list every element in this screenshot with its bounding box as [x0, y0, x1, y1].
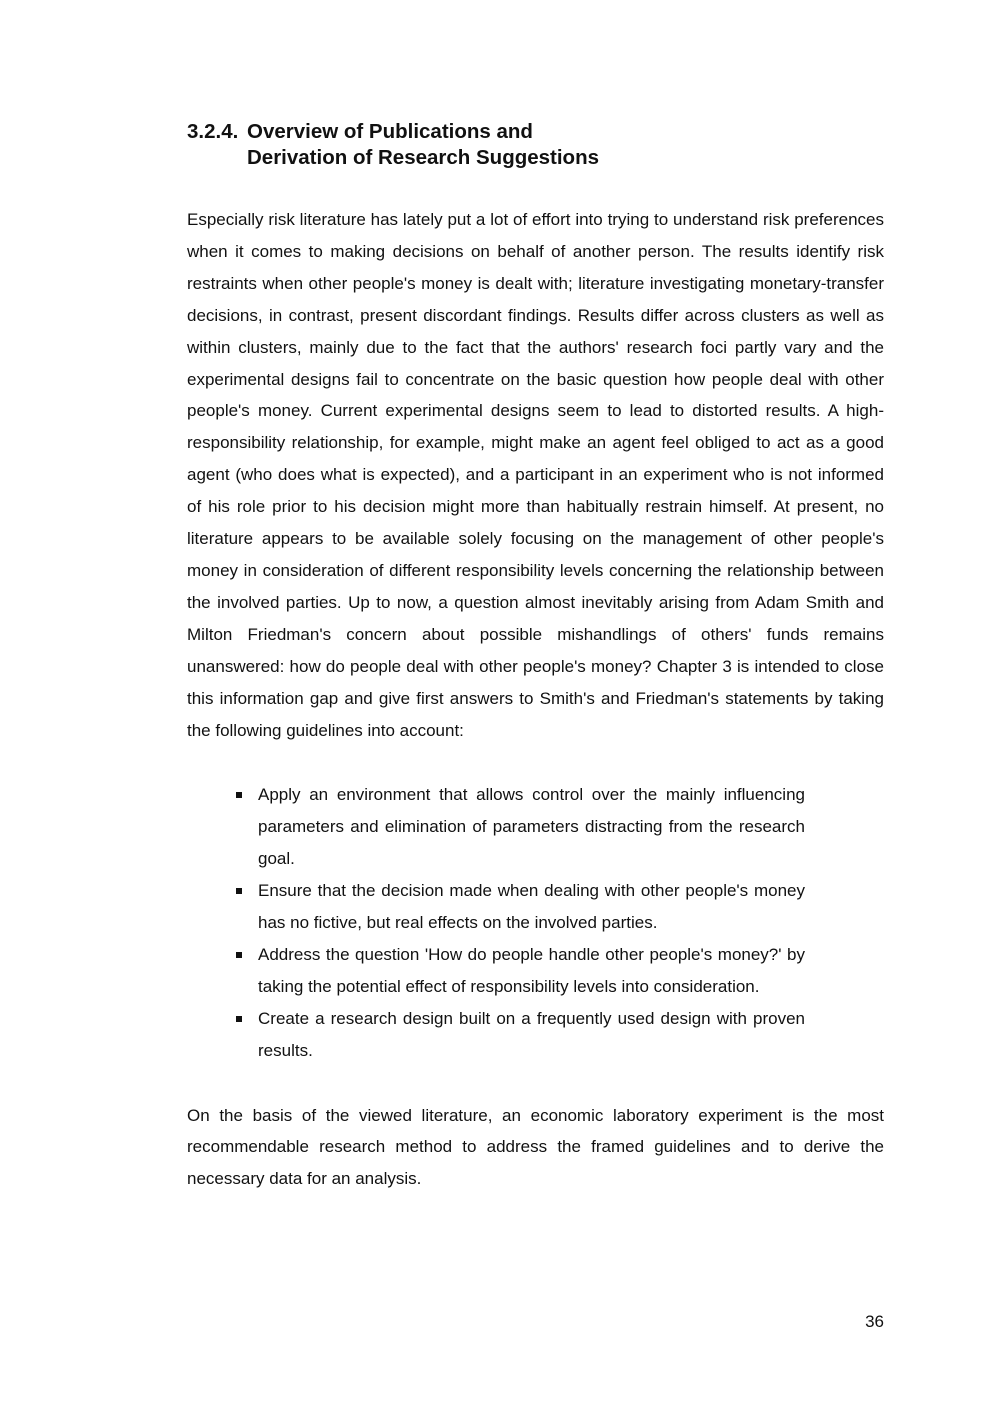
section-title-line-1: Overview of Publications and — [247, 120, 533, 143]
closing-paragraph: On the basis of the viewed literature, an economic laboratory experiment is the most recommendable research method to address the framed guidelines and to derive the necessary data for an analysis. — [187, 1105, 884, 1189]
square-bullet-icon — [236, 1016, 242, 1022]
guideline-item — [258, 939, 805, 1003]
guideline-text: Apply an environment that allows control over the mainly influencing parameters and elimination of parameters distracting from the research goal. — [258, 785, 805, 869]
guideline-item — [258, 875, 805, 939]
guideline-text: Address the question 'How do people handle other people's money?' by taking the potential effect of responsibility levels into consideration. — [258, 944, 805, 996]
intro-paragraph: Especially risk literature has lately put a lot of effort into trying to understand risk preferences when it comes to making decisions on behalf of another person. The results identify risk restraints when other people's money is dealt with; literature investigating monetary-transfer decisions, in contrast, present discordant findings. Results differ across clusters as well as within clusters, mainly due to the fact that the authors' research foci partly vary and the experimental designs fail to concentrate on the basic question how people deal with other people's money. Current experimental designs seem to lead to distorted results. A high-responsibility relationship, for example, might make an agent feel obliged to act as a good agent (who does what is expected), and a participant in an experiment who is not informed of his role prior to his decision might more than habitually restrain himself. At present, no literature appears to be available solely focusing on the management of other people's money in consideration of different responsibility levels concerning the relationship between the involved parties. Up to now, a question almost inevitably arising from Adam Smith and Milton Friedman's concern about possible mishandlings of others' funds remains unanswered: how do people deal with other people's money? Chapter 3 is intended to close this information gap and give first answers to Smith's and Friedman's statements by taking the following guidelines into account: — [187, 210, 884, 740]
square-bullet-icon — [236, 792, 242, 798]
guideline-text: Create a research design built on a frequently used design with proven results. — [258, 1008, 805, 1060]
guideline-item — [258, 779, 805, 875]
guideline-text: Ensure that the decision made when dealing with other people's money has no fictive, but real effects on the involved parties. — [258, 881, 805, 933]
section-title-line-2: Derivation of Research Suggestions — [247, 146, 600, 169]
square-bullet-icon — [236, 952, 242, 958]
document-page — [187, 119, 884, 1195]
section-heading — [187, 119, 884, 171]
section-number: 3.2.4. — [187, 120, 239, 143]
guidelines-list — [187, 779, 805, 1066]
square-bullet-icon — [236, 888, 242, 894]
guideline-item — [258, 1003, 805, 1067]
page-number: 36 — [865, 1312, 884, 1331]
